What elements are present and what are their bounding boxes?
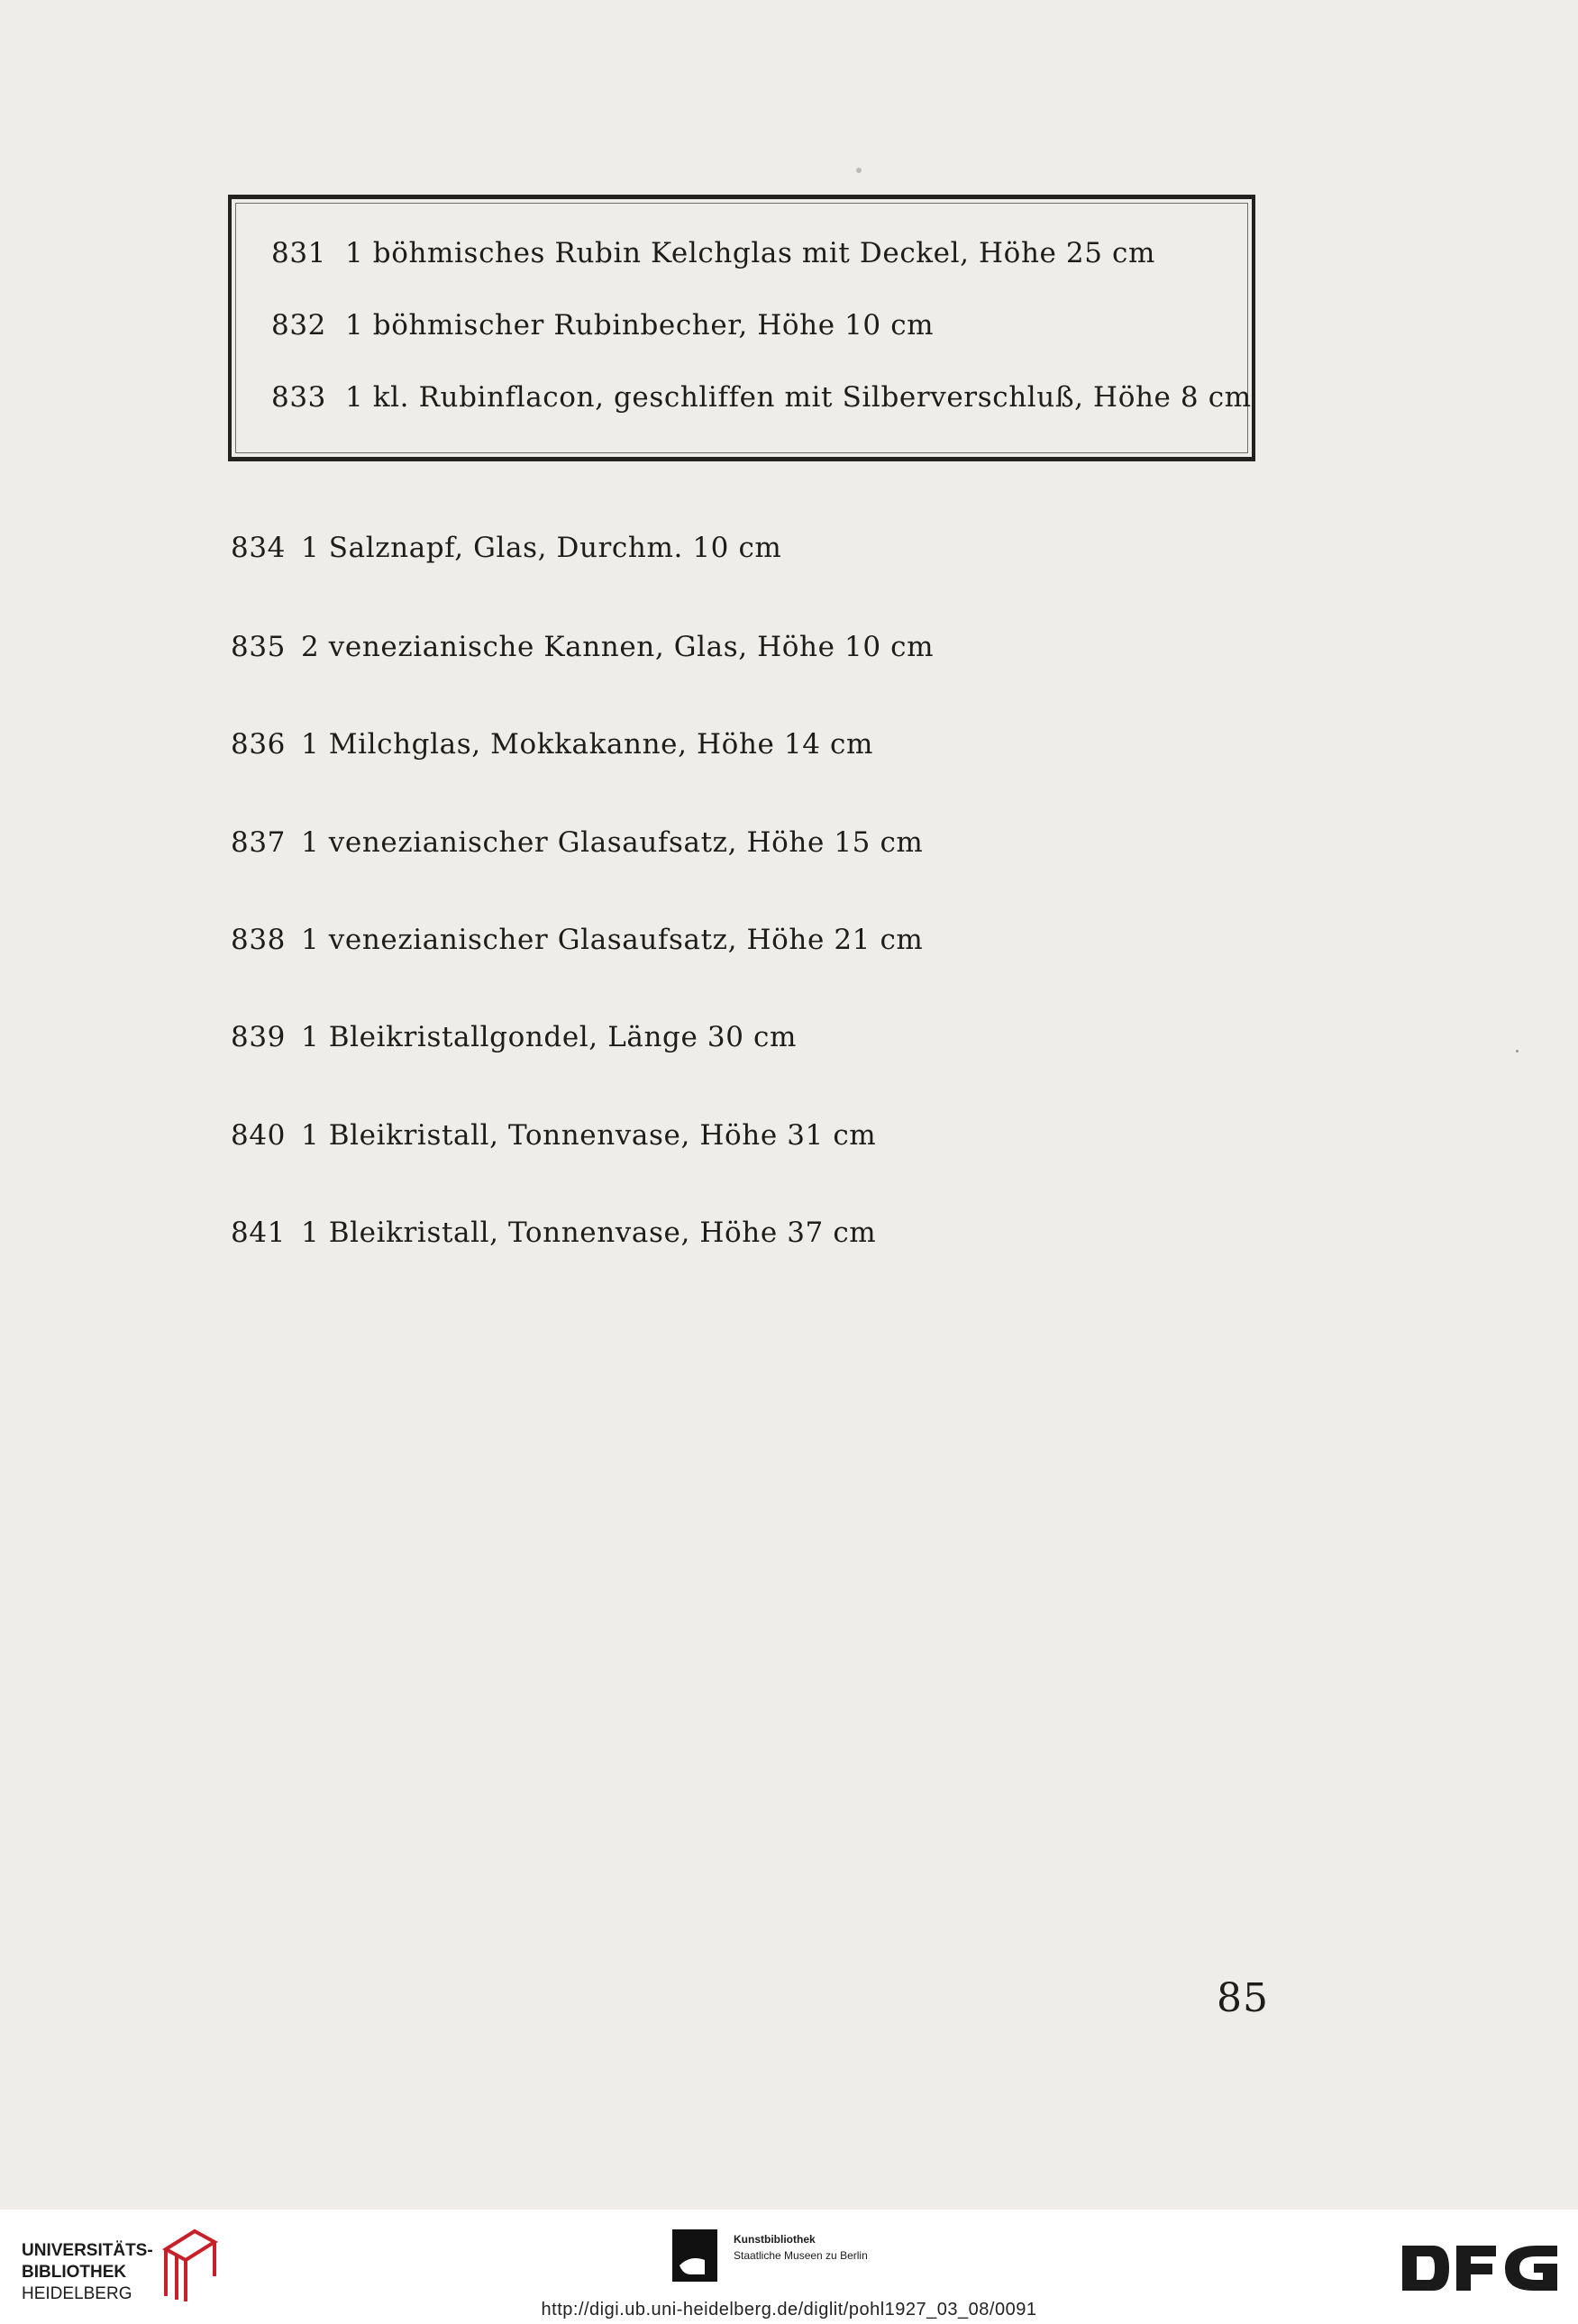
library-line: UNIVERSITÄTS- xyxy=(22,2241,153,2260)
entry-text: 1 Bleikristall, Tonnenvase, Höhe 31 cm xyxy=(301,1119,877,1152)
kb-name: Kunstbibliothek xyxy=(734,2233,816,2246)
catalog-entry xyxy=(271,309,934,342)
page-number: 85 xyxy=(1217,1975,1269,2021)
entry-number: 834 xyxy=(231,532,286,564)
entry-number: 837 xyxy=(231,826,286,859)
entry-text: 1 Bleikristall, Tonnenvase, Höhe 37 cm xyxy=(301,1217,877,1249)
catalog-entry xyxy=(231,631,934,663)
entry-number: 832 xyxy=(271,309,326,342)
entry-text: 2 venezianische Kannen, Glas, Höhe 10 cm xyxy=(301,631,935,663)
entry-number: 839 xyxy=(231,1021,286,1053)
entry-number: 831 xyxy=(271,237,326,269)
entry-number: 833 xyxy=(271,381,326,414)
catalog-entry xyxy=(231,924,923,956)
heidelberg-library-logo-icon[interactable] xyxy=(159,2222,222,2305)
entry-text: 1 böhmisches Rubin Kelchglas mit Deckel, Höhe 25 cm xyxy=(345,237,1155,269)
paper-speck xyxy=(1516,1050,1519,1053)
library-line: HEIDELBERG xyxy=(22,2284,132,2303)
catalog-entry xyxy=(231,532,781,564)
kb-subtitle: Staatliche Museen zu Berlin xyxy=(734,2249,868,2262)
entry-text: 1 Milchglas, Mokkakanne, Höhe 14 cm xyxy=(301,728,873,761)
dfg-logo-icon[interactable] xyxy=(1402,2242,1557,2294)
library-line: BIBLIOTHEK xyxy=(22,2263,127,2282)
entry-number: 838 xyxy=(231,924,286,956)
entry-number: 836 xyxy=(231,728,286,761)
viewer-footer xyxy=(0,2210,1578,2324)
catalog-entry xyxy=(231,1021,797,1053)
university-library-label[interactable] xyxy=(22,2240,153,2305)
catalog-entry xyxy=(271,381,1252,414)
entry-text: 1 kl. Rubinflacon, geschliffen mit Silberverschluß, Höhe 8 cm xyxy=(345,381,1252,414)
entry-text: 1 Bleikristallgondel, Länge 30 cm xyxy=(301,1021,797,1053)
entry-text: 1 böhmischer Rubinbecher, Höhe 10 cm xyxy=(345,309,935,342)
kunstbibliothek-label xyxy=(734,2231,868,2264)
catalog-entry xyxy=(231,1119,876,1152)
catalog-entry xyxy=(271,237,1155,269)
entry-text: 1 venezianischer Glasaufsatz, Höhe 21 cm xyxy=(301,924,924,956)
paper-speck xyxy=(856,168,862,173)
entry-text: 1 Salznapf, Glas, Durchm. 10 cm xyxy=(301,532,782,564)
entry-number: 841 xyxy=(231,1217,286,1249)
catalog-entry xyxy=(231,826,923,859)
permalink-url[interactable]: http://digi.ub.uni-heidelberg.de/diglit/pohl1927_03_08/0091 xyxy=(541,2300,1037,2319)
kunstbibliothek-logo-icon[interactable] xyxy=(672,2229,717,2282)
framed-entries-box xyxy=(228,195,1255,461)
catalog-entry xyxy=(231,728,873,761)
entry-number: 840 xyxy=(231,1119,286,1152)
catalog-entry xyxy=(231,1217,876,1249)
entry-number: 835 xyxy=(231,631,286,663)
entry-text: 1 venezianischer Glasaufsatz, Höhe 15 cm xyxy=(301,826,924,859)
